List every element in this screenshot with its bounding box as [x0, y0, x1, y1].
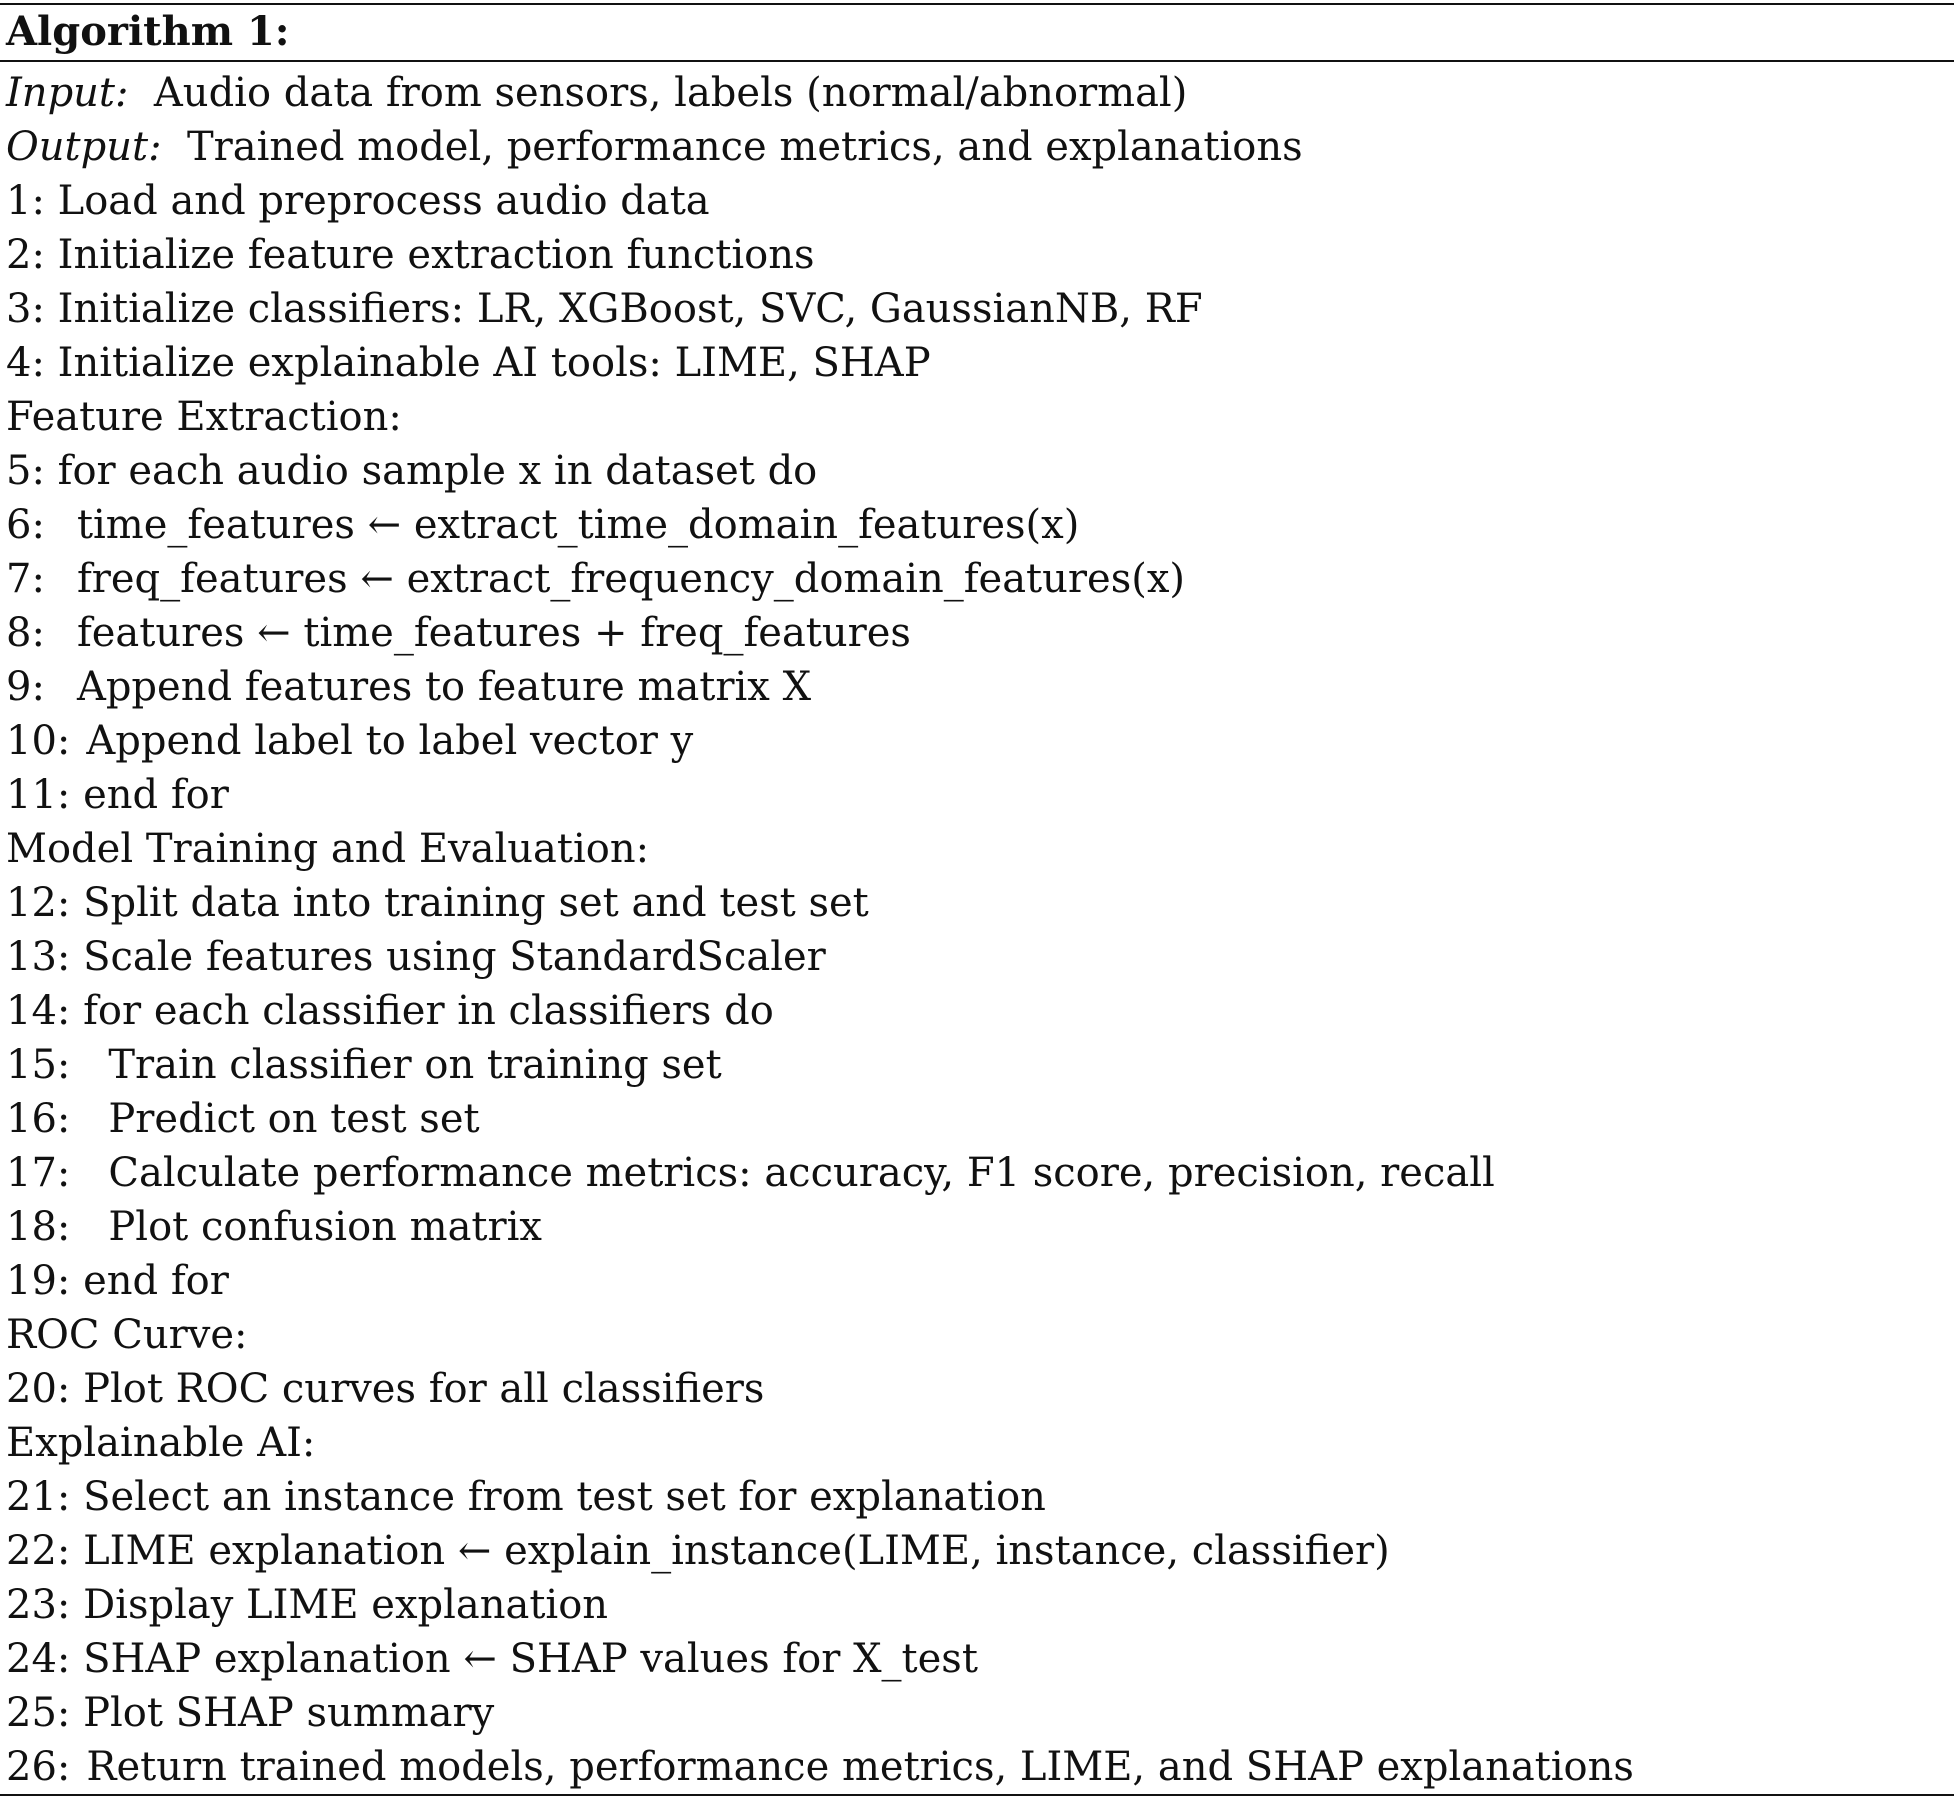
step-22: 22: LIME explanation ← explain_instance(LIME, instance, classifier)	[6, 1528, 1390, 1574]
step-19: 19: end for	[6, 1258, 229, 1304]
step-23: 23: Display LIME explanation	[6, 1582, 609, 1628]
section-explainable-ai: Explainable AI:	[6, 1420, 316, 1466]
step-25: 25: Plot SHAP summary	[6, 1690, 495, 1736]
input-line	[6, 66, 1946, 120]
input-text: Audio data from sensors, labels (normal/abnormal)	[153, 70, 1188, 116]
step-9-number: 9:	[6, 664, 45, 710]
step-24: 24: SHAP explanation ← SHAP values for X_test	[6, 1636, 978, 1682]
step-18-number: 18:	[6, 1204, 71, 1250]
input-label: Input:	[6, 70, 129, 116]
step-15	[6, 1038, 1946, 1092]
step-9-text: Append features to feature matrix X	[76, 664, 812, 710]
step-26-number: 26:	[6, 1744, 71, 1790]
step-14: 14: for each classifier in classifiers do	[6, 988, 774, 1034]
step-16	[6, 1092, 1946, 1146]
step-4: 4: Initialize explainable AI tools: LIME, SHAP	[6, 340, 931, 386]
step-3: 3: Initialize classifiers: LR, XGBoost, SVC, GaussianNB, RF	[6, 286, 1203, 332]
step-7	[6, 552, 1946, 606]
output-text: Trained model, performance metrics, and explanations	[186, 124, 1303, 170]
top-rule	[0, 3, 1954, 5]
step-2: 2: Initialize feature extraction functions	[6, 232, 815, 278]
step-10	[6, 714, 1946, 768]
output-line	[6, 120, 1946, 174]
step-26-text: Return trained models, performance metrics, LIME, and SHAP explanations	[86, 1744, 1634, 1790]
step-16-number: 16:	[6, 1096, 71, 1142]
step-17	[6, 1146, 1946, 1200]
step-12: 12: Split data into training set and test set	[6, 880, 869, 926]
section-model-training: Model Training and Evaluation:	[6, 826, 650, 872]
algorithm-lines	[6, 66, 1946, 1794]
step-8	[6, 606, 1946, 660]
algorithm-title: Algorithm 1:	[6, 8, 290, 55]
step-8-text: features ← time_features + freq_features	[76, 610, 911, 656]
header-rule	[0, 60, 1954, 62]
section-feature-extraction: Feature Extraction:	[6, 394, 402, 440]
step-15-text: Train classifier on training set	[108, 1042, 722, 1088]
step-11: 11: end for	[6, 772, 229, 818]
step-8-number: 8:	[6, 610, 45, 656]
step-7-text: freq_features ← extract_frequency_domain_features(x)	[76, 556, 1185, 602]
step-18-text: Plot confusion matrix	[108, 1204, 542, 1250]
step-13: 13: Scale features using StandardScaler	[6, 934, 826, 980]
section-roc-curve: ROC Curve:	[6, 1312, 248, 1358]
step-21: 21: Select an instance from test set for explanation	[6, 1474, 1046, 1520]
step-10-number: 10:	[6, 718, 71, 764]
output-label: Output:	[6, 124, 162, 170]
step-6-number: 6:	[6, 502, 45, 548]
step-1: 1: Load and preprocess audio data	[6, 178, 710, 224]
step-18	[6, 1200, 1946, 1254]
step-15-number: 15:	[6, 1042, 71, 1088]
step-17-number: 17:	[6, 1150, 71, 1196]
step-6	[6, 498, 1946, 552]
step-9	[6, 660, 1946, 714]
step-6-text: time_features ← extract_time_domain_features(x)	[76, 502, 1080, 548]
step-17-text: Calculate performance metrics: accuracy, F1 score, precision, recall	[108, 1150, 1495, 1196]
step-5: 5: for each audio sample x in dataset do	[6, 448, 818, 494]
step-10-text: Append label to label vector y	[86, 718, 694, 764]
step-16-text: Predict on test set	[108, 1096, 480, 1142]
step-7-number: 7:	[6, 556, 45, 602]
step-20: 20: Plot ROC curves for all classifiers	[6, 1366, 765, 1412]
step-26	[6, 1740, 1946, 1794]
bottom-rule	[0, 1794, 1954, 1796]
